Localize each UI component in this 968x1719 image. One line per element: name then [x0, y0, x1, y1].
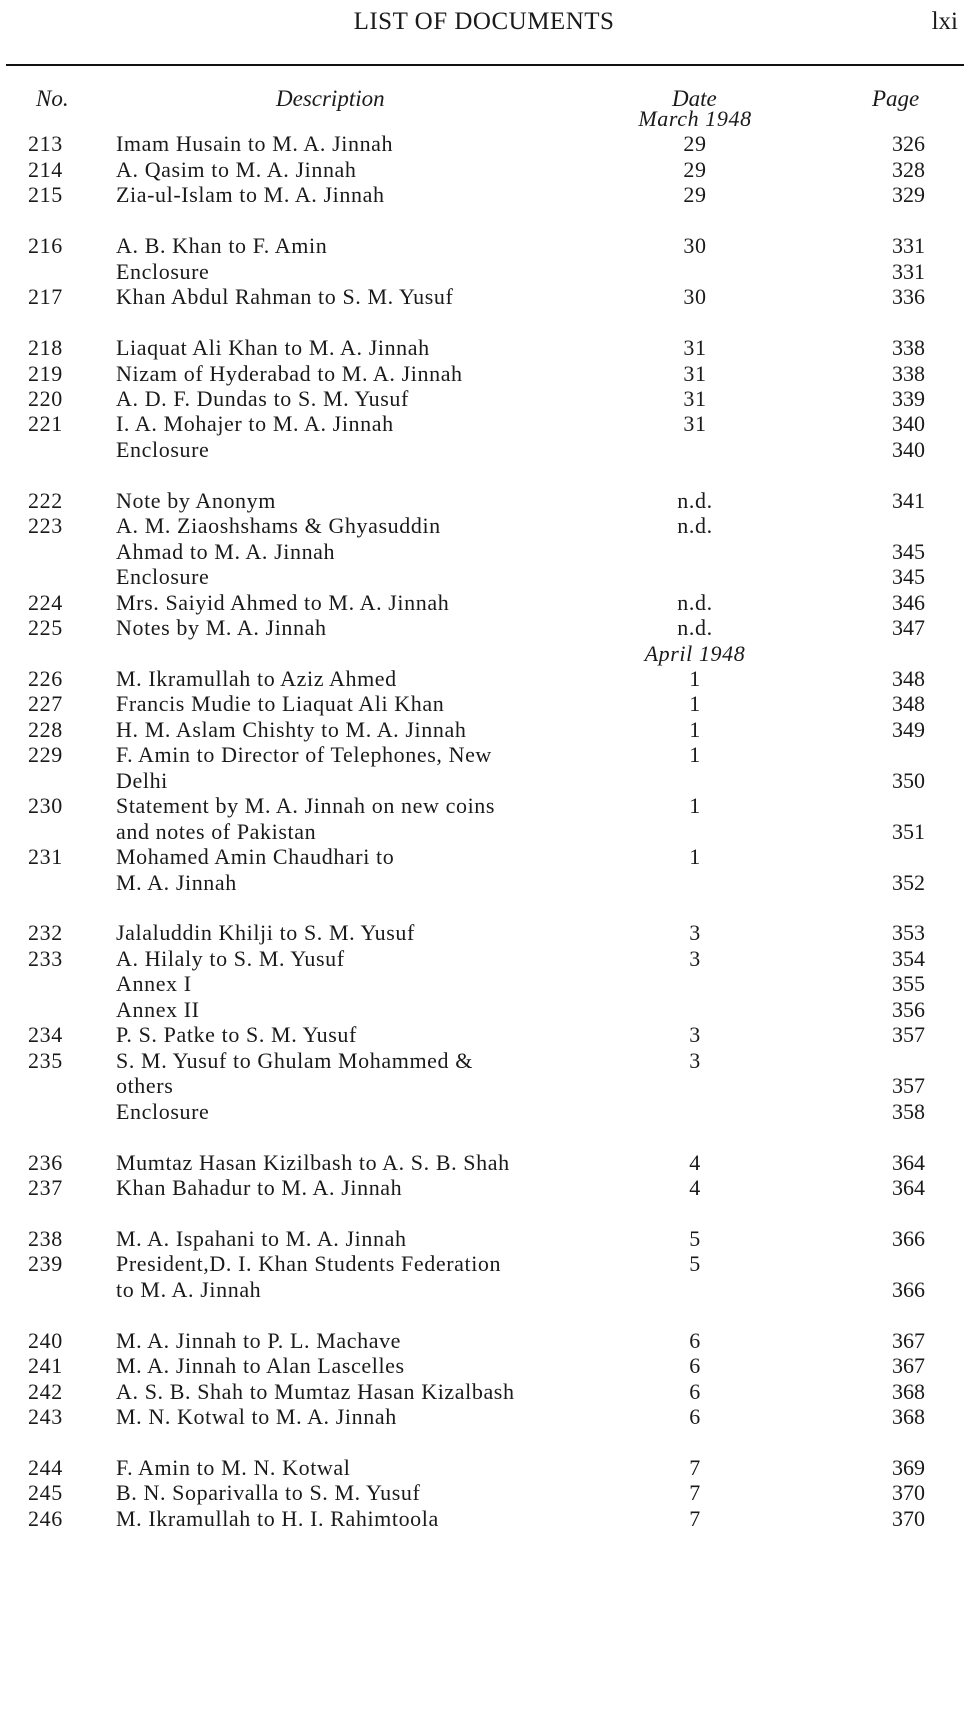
- entry-description: Delhi: [116, 767, 168, 793]
- document-entry: [0, 614, 968, 642]
- entry-number: 237: [28, 1174, 63, 1200]
- document-entry-continuation: [0, 767, 968, 795]
- entry-page: 336: [892, 284, 925, 310]
- entry-page: 353: [892, 920, 925, 946]
- entry-page: 348: [892, 691, 925, 717]
- entry-description: S. M. Yusuf to Ghulam Mohammed &: [116, 1047, 473, 1073]
- document-entry-continuation: [0, 258, 968, 286]
- entry-page: 338: [892, 335, 925, 360]
- entry-page: 340: [892, 436, 925, 462]
- entry-page: 370: [892, 1480, 925, 1506]
- entry-page: 352: [892, 869, 925, 895]
- entry-page: 364: [892, 1149, 925, 1175]
- document-entry: [0, 919, 968, 947]
- document-entry: [0, 843, 968, 871]
- document-entry-continuation: [0, 538, 968, 566]
- entry-page: 370: [892, 1505, 925, 1531]
- document-entry-continuation: [0, 818, 968, 846]
- entry-description: Ahmad to M. A. Jinnah: [116, 538, 336, 564]
- document-entry: [0, 1250, 968, 1278]
- entry-description: Mohamed Amin Chaudhari to: [116, 844, 395, 870]
- document-entry: [0, 1454, 968, 1482]
- entry-description: M. A. Jinnah to P. L. Machave: [116, 1327, 402, 1353]
- entry-date: 31: [683, 360, 707, 386]
- entry-number: 243: [28, 1404, 63, 1429]
- column-header-page: Page: [872, 86, 920, 111]
- entry-page: 357: [892, 1022, 925, 1048]
- entry-date: 1: [689, 716, 701, 742]
- document-entry: [0, 385, 968, 413]
- entry-number: 232: [28, 920, 63, 946]
- entry-page: 354: [892, 945, 925, 971]
- entry-page: 339: [892, 385, 925, 411]
- entry-date: n.d.: [677, 589, 713, 615]
- entry-page: 369: [892, 1454, 925, 1480]
- document-entry-continuation: [0, 1072, 968, 1100]
- entry-description: M. A. Jinnah: [116, 869, 237, 895]
- document-entry-continuation: [0, 970, 968, 998]
- entry-number: 220: [28, 385, 63, 411]
- entry-description: A. D. F. Dundas to S. M. Yusuf: [116, 385, 409, 411]
- entry-number: 224: [28, 589, 63, 615]
- entry-description: Enclosure: [116, 564, 210, 590]
- entry-date: 5: [689, 1225, 701, 1251]
- entry-description: Mrs. Saiyid Ahmed to M. A. Jinnah: [116, 589, 450, 615]
- month-heading: [0, 105, 968, 133]
- document-entry: [0, 1479, 968, 1507]
- entry-number: 245: [28, 1480, 63, 1506]
- document-entry: [0, 1021, 968, 1049]
- entry-page: 346: [892, 589, 925, 615]
- entry-page: 364: [892, 1174, 925, 1200]
- entry-description: Enclosure: [116, 436, 210, 462]
- entry-number: 229: [28, 742, 63, 768]
- entry-description: to M. A. Jinnah: [116, 1276, 262, 1302]
- entry-page: 347: [892, 615, 925, 640]
- entry-date: 1: [689, 844, 701, 870]
- entry-page: 326: [892, 131, 925, 157]
- entry-date: 30: [683, 284, 707, 310]
- entry-number: 223: [28, 513, 63, 539]
- entry-date: 29: [683, 182, 707, 208]
- entry-description: Imam Husain to M. A. Jinnah: [116, 131, 394, 157]
- entry-page: 355: [892, 971, 925, 997]
- entry-page: 328: [892, 156, 925, 182]
- entry-number: 221: [28, 411, 63, 437]
- document-entry-continuation: [0, 869, 968, 897]
- entry-page: 368: [892, 1378, 925, 1404]
- entry-date: 1: [689, 742, 701, 768]
- entry-page: 331: [892, 233, 925, 259]
- entry-date: 29: [683, 156, 707, 182]
- document-entry: [0, 130, 968, 158]
- document-entry: [0, 360, 968, 388]
- entry-date: n.d.: [677, 487, 713, 513]
- page-number: lxi: [931, 8, 958, 35]
- month-label: March 1948: [638, 106, 752, 131]
- entry-date: 4: [689, 1174, 701, 1200]
- entry-description: A. B. Khan to F. Amin: [116, 233, 328, 259]
- entry-page: 350: [892, 767, 925, 793]
- document-entry-continuation: [0, 1098, 968, 1126]
- month-label: April 1948: [644, 640, 746, 666]
- entry-page: 349: [892, 716, 925, 742]
- document-entry-continuation: [0, 1276, 968, 1304]
- entry-number: 236: [28, 1149, 63, 1175]
- entry-date: 29: [683, 131, 707, 157]
- document-entry: [0, 512, 968, 540]
- entry-number: 233: [28, 945, 63, 971]
- entry-number: 226: [28, 665, 63, 691]
- entry-number: 240: [28, 1327, 63, 1353]
- entry-description: Mumtaz Hasan Kizilbash to A. S. B. Shah: [116, 1149, 510, 1175]
- entry-page: 329: [892, 182, 925, 208]
- entry-date: 3: [689, 945, 701, 971]
- document-entry-continuation: [0, 996, 968, 1024]
- entry-description: P. S. Patke to S. M. Yusuf: [116, 1022, 357, 1048]
- entry-number: 218: [28, 335, 63, 360]
- entry-date: 3: [689, 1047, 701, 1073]
- document-entry: [0, 792, 968, 820]
- entry-description: H. M. Aslam Chishty to M. A. Jinnah: [116, 716, 467, 742]
- entry-description: B. N. Soparivalla to S. M. Yusuf: [116, 1480, 421, 1506]
- document-entry: [0, 741, 968, 769]
- entry-page: 331: [892, 258, 925, 284]
- entry-description: Notes by M. A. Jinnah: [116, 615, 327, 640]
- document-entry: [0, 487, 968, 515]
- entry-description: Liaquat Ali Khan to M. A. Jinnah: [116, 335, 430, 360]
- entry-description: Francis Mudie to Liaquat Ali Khan: [116, 691, 445, 717]
- entry-description: A. Hilaly to S. M. Yusuf: [116, 945, 345, 971]
- document-entry: [0, 589, 968, 617]
- document-entry: [0, 232, 968, 260]
- entry-page: 345: [892, 564, 925, 590]
- entry-page: 367: [892, 1353, 925, 1379]
- entry-description: Statement by M. A. Jinnah on new coins: [116, 793, 496, 819]
- entry-page: 357: [892, 1073, 925, 1099]
- document-entry: [0, 1505, 968, 1533]
- entry-page: 356: [892, 996, 925, 1022]
- entry-date: 6: [689, 1378, 701, 1404]
- entry-date: 3: [689, 1022, 701, 1048]
- document-entry-continuation: [0, 563, 968, 591]
- entry-page: 358: [892, 1098, 925, 1124]
- entry-description: Zia-ul-Islam to M. A. Jinnah: [116, 182, 385, 208]
- document-entry: [0, 945, 968, 973]
- entry-description: M. A. Ispahani to M. A. Jinnah: [116, 1225, 407, 1251]
- entry-description: others: [116, 1073, 174, 1099]
- entry-page: 366: [892, 1225, 925, 1251]
- entry-description: A. Qasim to M. A. Jinnah: [116, 156, 357, 182]
- entry-description: I. A. Mohajer to M. A. Jinnah: [116, 411, 394, 437]
- entry-number: 244: [28, 1454, 63, 1480]
- entry-number: 241: [28, 1353, 63, 1379]
- entry-number: 239: [28, 1251, 63, 1277]
- column-header-description: Description: [276, 86, 385, 111]
- entry-description: Annex II: [116, 996, 200, 1022]
- entry-description: President,D. I. Khan Students Federation: [116, 1251, 502, 1277]
- entry-description: Jalaluddin Khilji to S. M. Yusuf: [116, 920, 415, 946]
- entry-page: 341: [892, 487, 925, 513]
- entry-date: 30: [683, 233, 707, 259]
- entry-date: n.d.: [677, 513, 713, 539]
- entry-number: 231: [28, 844, 63, 870]
- entry-description: Enclosure: [116, 1098, 210, 1124]
- entry-page: 345: [892, 538, 925, 564]
- entry-description: Note by Anonym: [116, 487, 276, 513]
- document-entry: [0, 283, 968, 311]
- entry-number: 215: [28, 182, 63, 208]
- column-header-date: Date: [672, 86, 717, 111]
- entry-number: 230: [28, 793, 63, 819]
- document-entry: [0, 156, 968, 184]
- entry-date: 1: [689, 665, 701, 691]
- entry-date: 7: [689, 1505, 701, 1531]
- document-entry: [0, 716, 968, 744]
- document-entry: [0, 1047, 968, 1075]
- month-heading: [0, 640, 968, 668]
- entry-date: 31: [683, 335, 707, 360]
- entry-number: 242: [28, 1378, 63, 1404]
- column-header-no: No.: [36, 86, 69, 111]
- entry-number: 235: [28, 1047, 63, 1073]
- entry-description: Nizam of Hyderabad to M. A. Jinnah: [116, 360, 463, 386]
- entry-date: 5: [689, 1251, 701, 1277]
- entry-page: 367: [892, 1327, 925, 1353]
- document-entry: [0, 334, 968, 362]
- entry-page: 348: [892, 665, 925, 691]
- entry-date: n.d.: [677, 615, 713, 640]
- document-entry: [0, 1352, 968, 1380]
- entry-description: Annex I: [116, 971, 192, 997]
- entry-description: M. Ikramullah to H. I. Rahimtoola: [116, 1505, 439, 1531]
- entry-date: 6: [689, 1327, 701, 1353]
- document-entry: [0, 665, 968, 693]
- entry-page: 338: [892, 360, 925, 386]
- entry-page: 368: [892, 1404, 925, 1429]
- document-entry: [0, 410, 968, 438]
- document-entry: [0, 1149, 968, 1177]
- entry-number: 225: [28, 615, 63, 640]
- document-entry: [0, 1225, 968, 1253]
- entry-description: M. A. Jinnah to Alan Lascelles: [116, 1353, 405, 1379]
- entry-number: 234: [28, 1022, 63, 1048]
- document-entry: [0, 1174, 968, 1202]
- entry-page: 340: [892, 411, 925, 437]
- entry-date: 7: [689, 1454, 701, 1480]
- document-entry: [0, 1378, 968, 1406]
- entry-number: 222: [28, 487, 63, 513]
- entry-date: 1: [689, 691, 701, 717]
- entry-description: F. Amin to M. N. Kotwal: [116, 1454, 351, 1480]
- entry-description: A. M. Ziaoshshams & Ghyasuddin: [116, 513, 441, 539]
- entry-date: 31: [683, 385, 707, 411]
- document-entry: [0, 181, 968, 209]
- entry-number: 219: [28, 360, 63, 386]
- running-title: LIST OF DOCUMENTS: [353, 8, 615, 35]
- entry-description: Khan Bahadur to M. A. Jinnah: [116, 1174, 403, 1200]
- document-entry: [0, 1403, 968, 1431]
- entry-date: 6: [689, 1353, 701, 1379]
- entry-page: 351: [892, 818, 925, 844]
- entry-number: 238: [28, 1225, 63, 1251]
- document-entry: [0, 1327, 968, 1355]
- entry-date: 6: [689, 1404, 701, 1429]
- entry-date: 1: [689, 793, 701, 819]
- entry-date: 7: [689, 1480, 701, 1506]
- entry-number: 214: [28, 156, 63, 182]
- entry-number: 227: [28, 691, 63, 717]
- entry-number: 216: [28, 233, 63, 259]
- entry-description: Enclosure: [116, 258, 210, 284]
- entry-description: Khan Abdul Rahman to S. M. Yusuf: [116, 284, 454, 310]
- entry-description: F. Amin to Director of Telephones, New: [116, 742, 492, 768]
- entry-description: M. Ikramullah to Aziz Ahmed: [116, 665, 397, 691]
- entry-page: 366: [892, 1276, 925, 1302]
- document-entry: [0, 690, 968, 718]
- document-entry-continuation: [0, 436, 968, 464]
- entry-date: 4: [689, 1149, 701, 1175]
- entry-number: 246: [28, 1505, 63, 1531]
- entry-number: 228: [28, 716, 63, 742]
- entry-date: 3: [689, 920, 701, 946]
- entry-number: 217: [28, 284, 63, 310]
- entry-description: A. S. B. Shah to Mumtaz Hasan Kizalbash: [116, 1378, 515, 1404]
- entry-date: 31: [683, 411, 707, 437]
- entry-description: M. N. Kotwal to M. A. Jinnah: [116, 1404, 397, 1429]
- entry-number: 213: [28, 131, 63, 157]
- entry-description: and notes of Pakistan: [116, 818, 317, 844]
